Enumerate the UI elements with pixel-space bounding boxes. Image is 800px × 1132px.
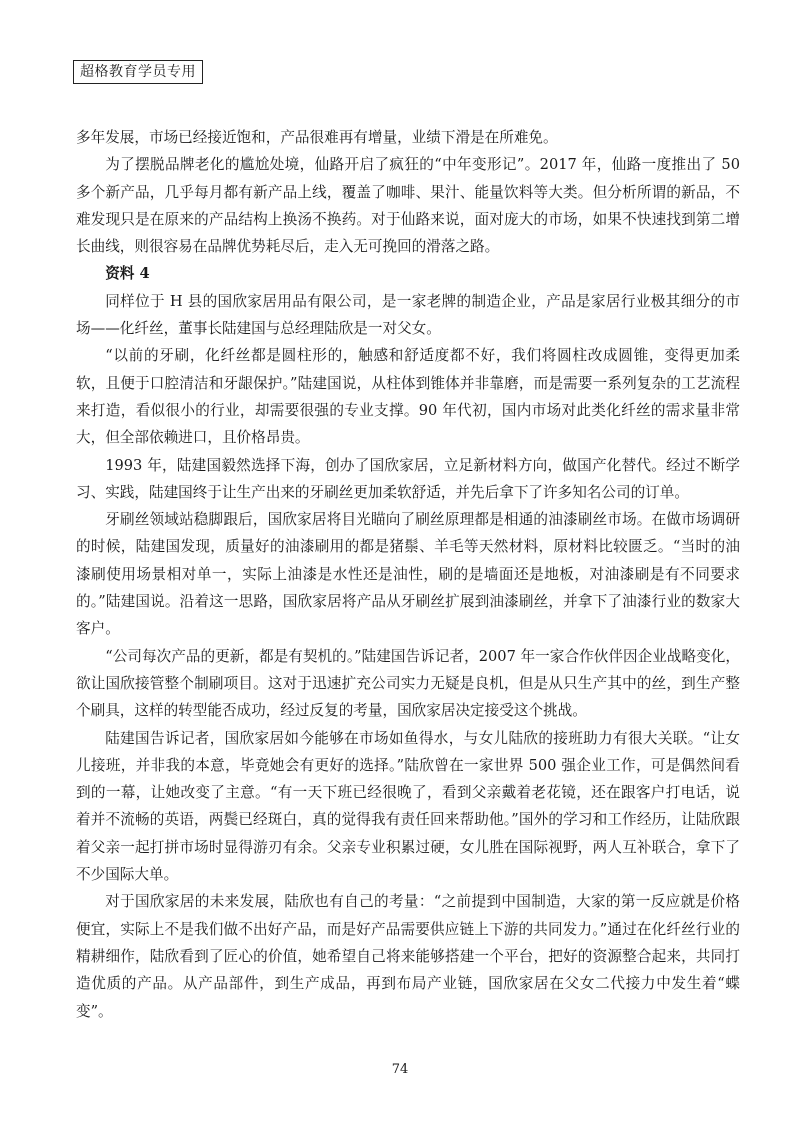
paragraph: 为了摆脱品牌老化的尴尬处境，仙路开启了疯狂的“中年变形记”。2017 年，仙路一度推出了 50 多个新产品，几乎每月都有新产品上线，覆盖了咖啡、果汁、能量饮料等大类。但分析所谓的新品，不难发现只是在原来的产品结构上换汤不换药。对于仙路来说，面对庞大的市场，如果不快速找到第二增长曲线，则很容易在品牌优势耗尽后，走入无可挽回的滑落之路。 bbox=[76, 156, 740, 256]
section-heading: 资料 4 bbox=[105, 265, 150, 283]
header-label: 超格教育学员专用 bbox=[73, 60, 203, 84]
document-body bbox=[76, 124, 740, 1025]
paragraph: “以前的牙刷，化纤丝都是圆柱形的，触感和舒适度都不好，我们将圆柱改成圆锥，变得更加柔软，且便于口腔清洁和牙龈保护。”陆建国说，从柱体到锥体并非靠磨，而是需要一系列复杂的工艺流程来打造，看似很小的行业，却需要很强的专业支撑。90 年代初，国内市场对此类化纤丝的需求量非常大，但全部依赖进口，且价格昂贵。 bbox=[76, 347, 740, 447]
page-number: 74 bbox=[391, 1062, 409, 1077]
paragraph: 牙刷丝领域站稳脚跟后，国欣家居将目光瞄向了刷丝原理都是相通的油漆刷丝市场。在做市场调研的时候，陆建国发现，质量好的油漆刷用的都是猪鬃、羊毛等天然材料，原材料比较匮乏。“当时的油漆刷使用场景相对单一，实际上油漆是水性还是油性，刷的是墙面还是地板，对油漆刷是有不同要求的。”陆建国说。沿着这一思路，国欣家居将产品从牙刷丝扩展到油漆刷丝，并拿下了油漆行业的数家大客户。 bbox=[76, 511, 740, 638]
paragraph: 对于国欣家居的未来发展，陆欣也有自己的考量：“之前提到中国制造，大家的第一反应就是价格便宜，实际上不是我们做不出好产品，而是好产品需要供应链上下游的共同发力。”通过在化纤丝行业的精耕细作，陆欣看到了匠心的价值，她希望自己将来能够搭建一个平台，把好的资源整合起来，共同打造优质的产品。从产品部件，到生产成品，再到布局产业链，国欣家居在父女二代接力中发生着“蝶变”。 bbox=[76, 893, 740, 1020]
paragraph: 陆建国告诉记者，国欣家居如今能够在市场如鱼得水，与女儿陆欣的接班助力有很大关联。“让女儿接班，并非我的本意，毕竟她会有更好的选择。”陆欣曾在一家世界 500 强企业工作，可是偶然间看到的一幕，让她改变了主意。“有一天下班已经很晚了，看到父亲戴着老花镜，还在跟客户打电话，说着并不流畅的英语，两鬓已经斑白，真的觉得我有责任回来帮助他。”国外的学习和工作经历，让陆欣跟着父亲一起打拼市场时显得游刃有余。父亲专业积累过硬，女儿胜在国际视野，两人互补联合，拿下了不少国际大单。 bbox=[76, 729, 740, 884]
paragraph-continuation: 多年发展，市场已经接近饱和，产品很难再有增量，业绩下滑是在所难免。 bbox=[76, 129, 558, 146]
paragraph: “公司每次产品的更新，都是有契机的。”陆建国告诉记者，2007 年一家合作伙伴因企业战略变化，欲让国欣接管整个制刷项目。这对于迅速扩充公司实力无疑是良机，但是从只生产其中的丝，到生产整个刷具，这样的转型能否成功，经过反复的考量，国欣家居决定接受这个挑战。 bbox=[76, 647, 740, 720]
paragraph: 1993 年，陆建国毅然选择下海，创办了国欣家居，立足新材料方向，做国产化替代。经过不断学习、实践，陆建国终于让生产出来的牙刷丝更加柔软舒适，并先后拿下了许多知名公司的订单。 bbox=[76, 456, 740, 501]
paragraph: 同样位于 H 县的国欣家居用品有限公司，是一家老牌的制造企业，产品是家居行业极其细分的市场——化纤丝，董事长陆建国与总经理陆欣是一对父女。 bbox=[76, 292, 740, 338]
